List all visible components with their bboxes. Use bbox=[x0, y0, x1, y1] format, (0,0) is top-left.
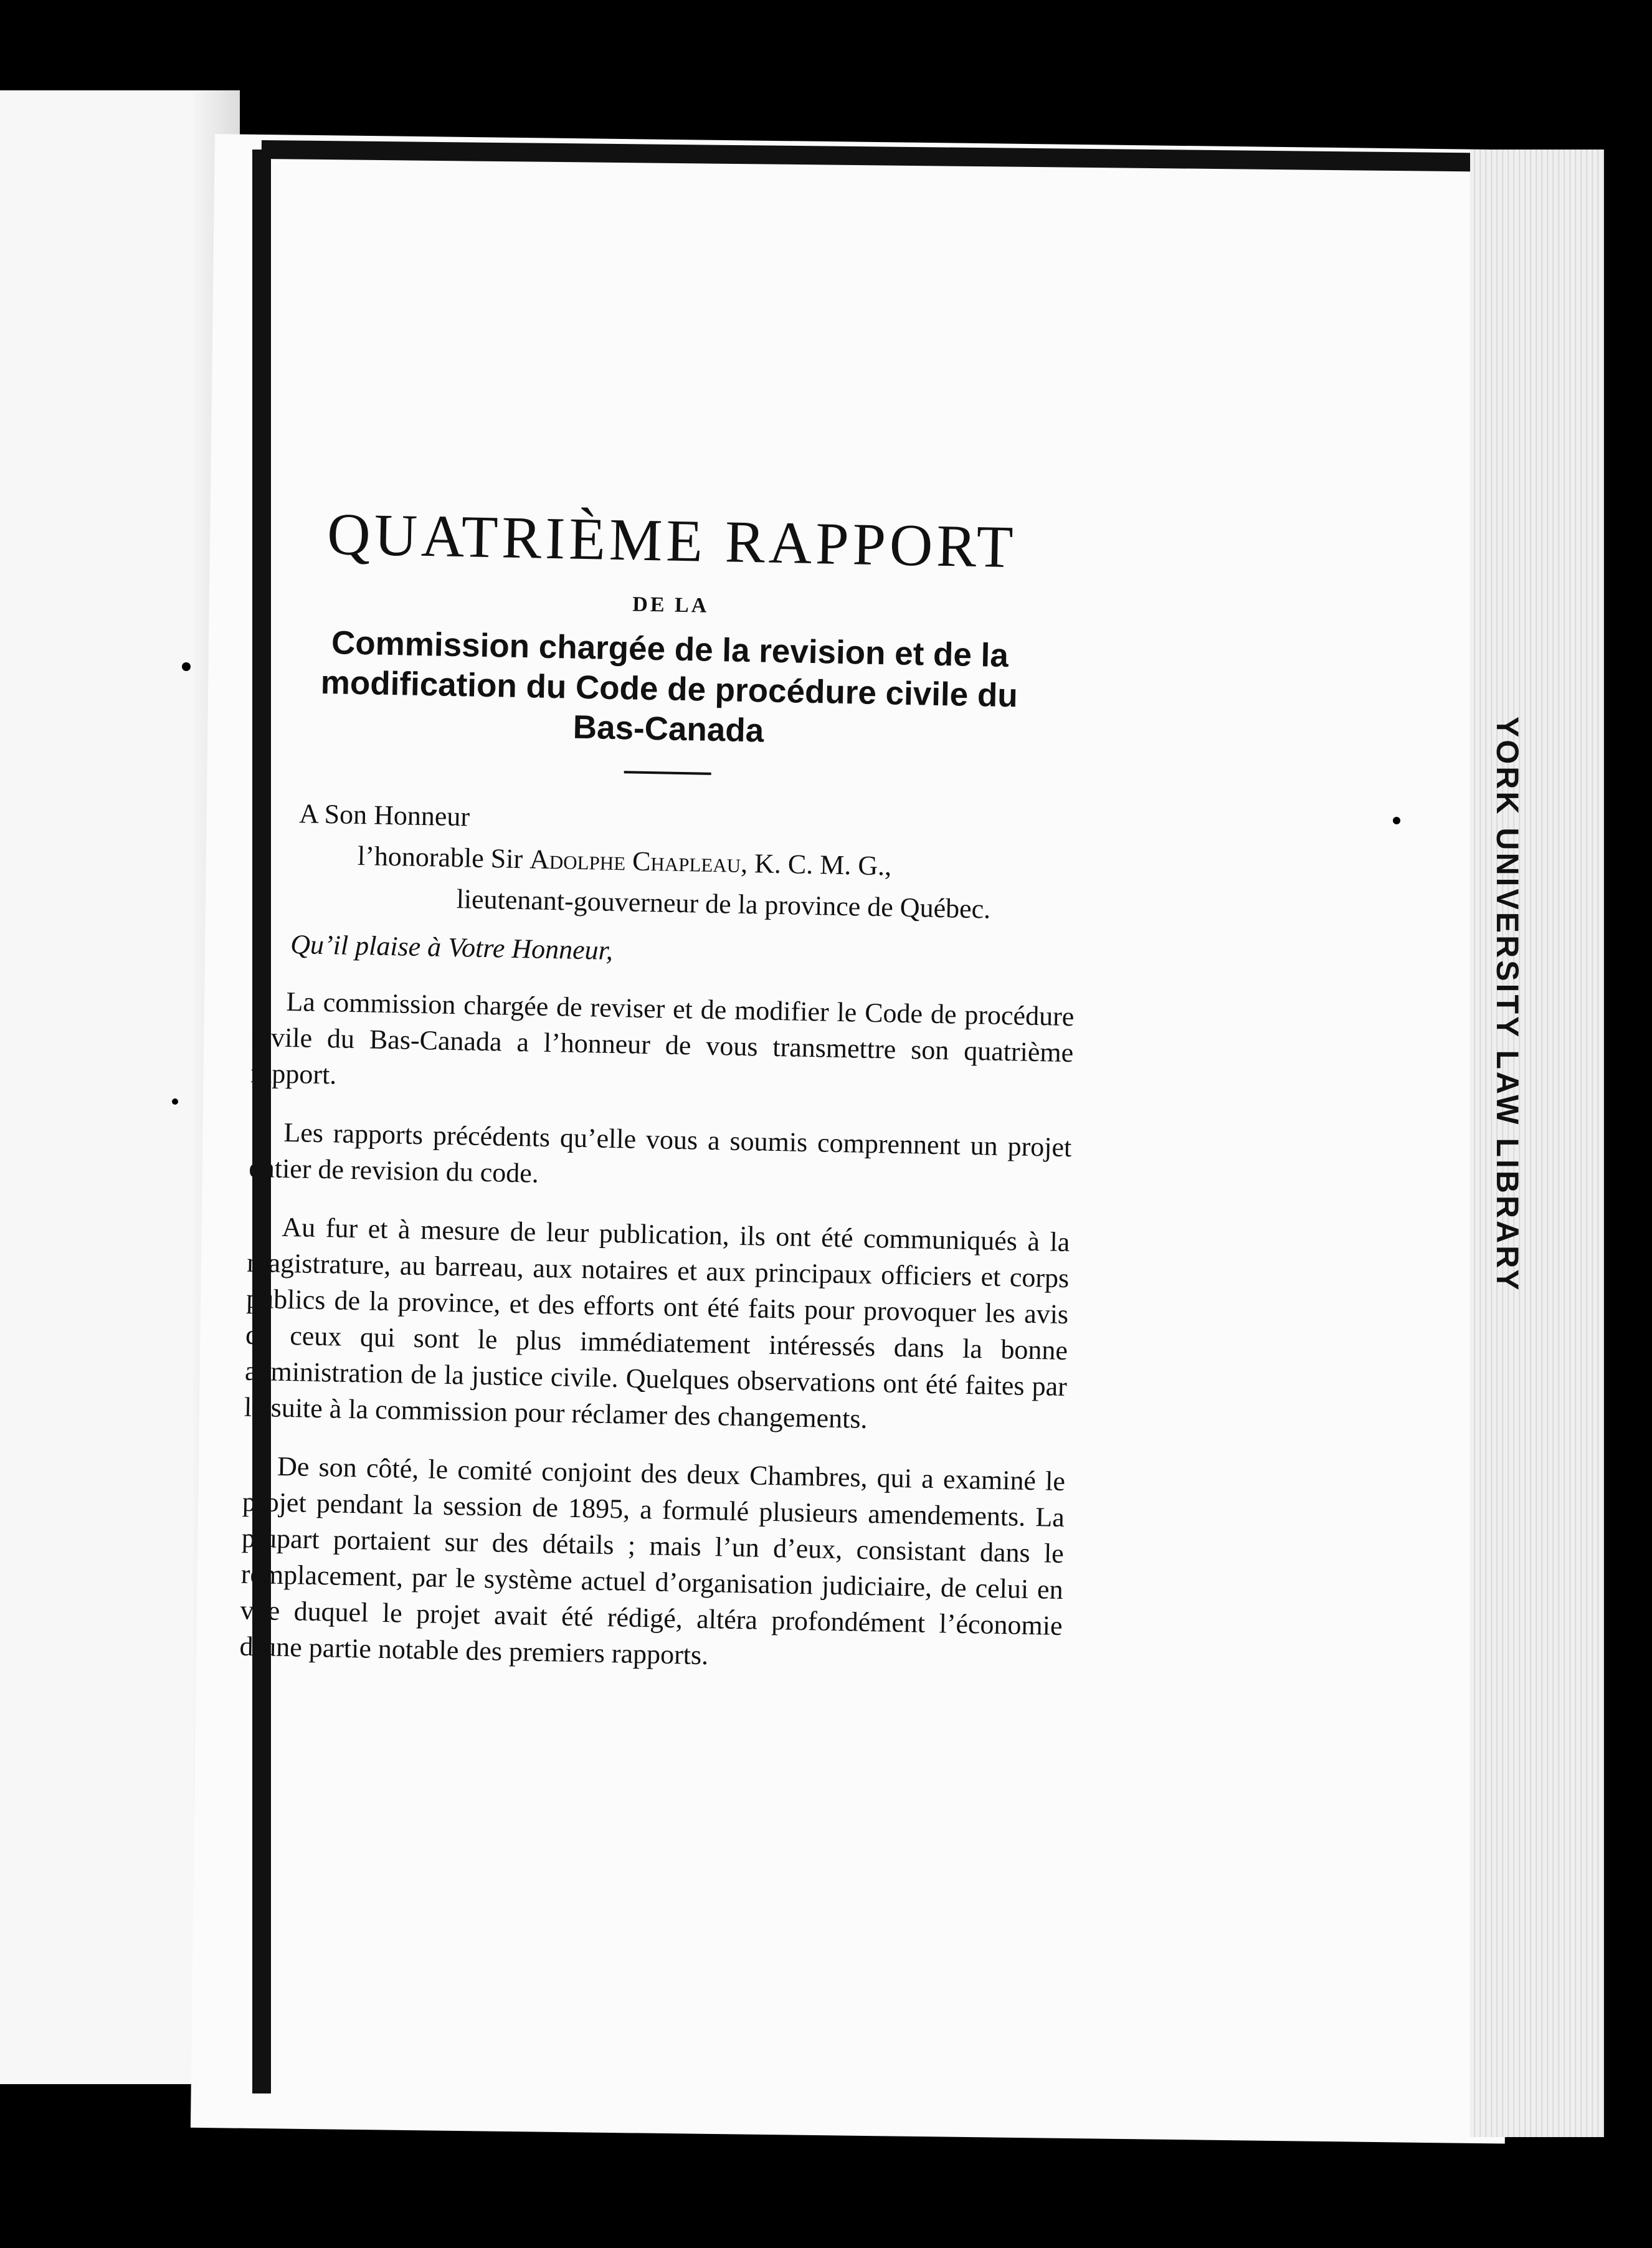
title-divider-rule bbox=[624, 771, 711, 775]
address-title: , K. C. M. G., bbox=[740, 847, 892, 882]
paragraph-4: De son côté, le comité conjoint des deux Chambres, qui a examiné le projet pendant la session de 1895, a formulé plusieurs amendements. La plupart portaient sur des détails ; mais l’un d’eux, consistant dans le remplacement, par le système actuel d’organisation judiciaire, de celui en vue duquel le projet avait été rédigé, altéra profondément l’économie d’une partie notable des premiers rapports. bbox=[239, 1450, 1066, 1671]
document-title: QUATRIÈME RAPPORT bbox=[326, 500, 1018, 581]
address-honorific: l’honorable Sir bbox=[357, 841, 530, 875]
address-name: Adolphe Chapleau bbox=[529, 844, 741, 879]
scan-speck bbox=[172, 1098, 178, 1105]
library-spine-label: YORK UNIVERSITY LAW LIBRARY bbox=[1490, 717, 1525, 1293]
scan-speck bbox=[182, 662, 191, 671]
commission-heading: Commission chargée de la revision et de la modification du Code de procédure civile du Bas-Canada bbox=[320, 624, 1018, 750]
document-content bbox=[239, 498, 1083, 1703]
salutation: Qu’il plaise à Votre Honneur, bbox=[290, 929, 614, 966]
paragraph-3: Au fur et à mesure de leur publication, ils ont été communiqués à la magistrature, au barreau, aux notaires et aux principaux officiers et corps publics de la province, et des efforts ont été faits pour provoquer les avis de ceux qui sont le plus immédiatement intéressés dans la bonne administration de la justice civile. Quelques observations ont été faites par la suite à la commission pour réclamer des changements. bbox=[244, 1211, 1070, 1434]
address-line-3: lieutenant-gouverneur de la province de Québec. bbox=[456, 883, 991, 925]
address-line-1: A Son Honneur bbox=[298, 798, 470, 832]
scan-speck bbox=[1628, 1897, 1635, 1903]
scan-speck bbox=[1393, 817, 1400, 824]
paragraph-2: Les rapports précédents qu’elle vous a soumis comprennent un projet entier de revision du code. bbox=[248, 1117, 1072, 1189]
document-subtitle: DE LA bbox=[632, 593, 710, 617]
address-block bbox=[297, 793, 1078, 931]
paragraph-1: La commission chargée de reviser et de modifier le Code de procédure civile du Bas-Canada a l’honneur de vous transmettre son quatrième rapport. bbox=[250, 986, 1075, 1090]
